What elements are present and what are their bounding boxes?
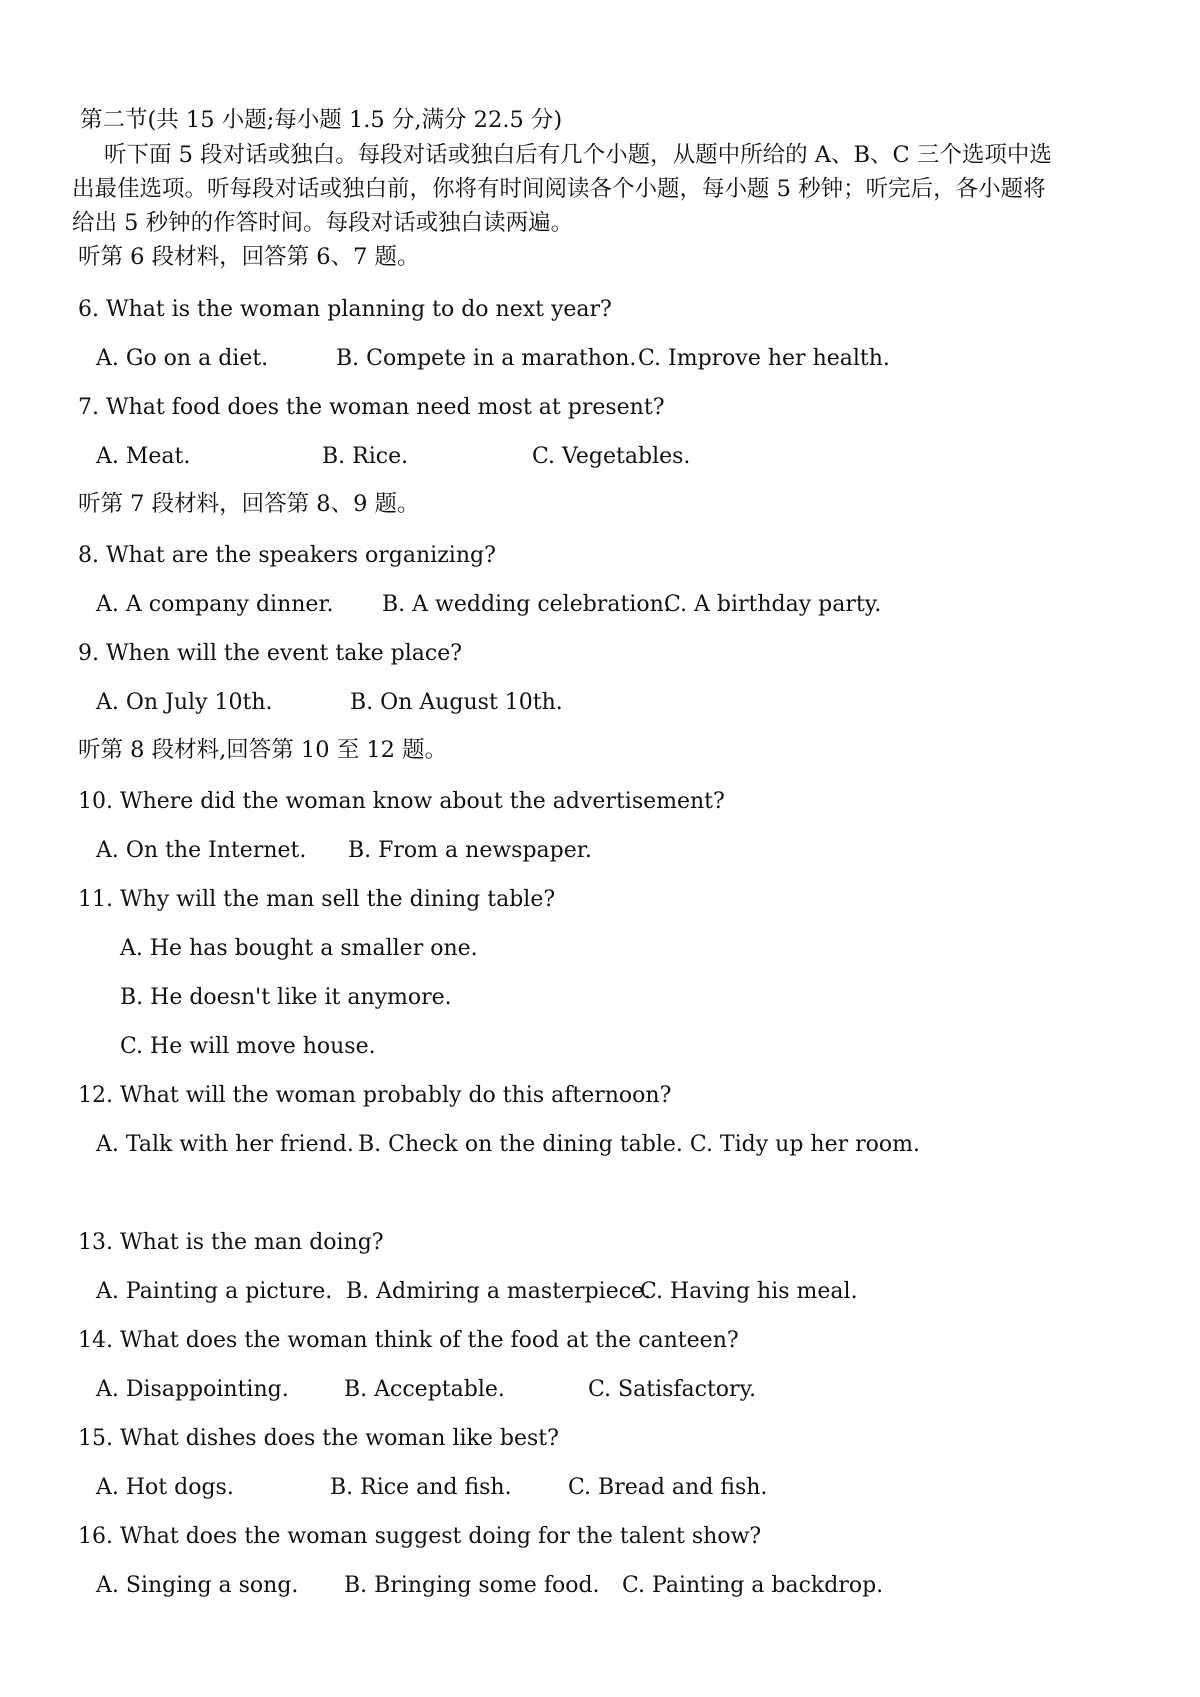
q13-option-c: C. Having his meal. bbox=[640, 1279, 858, 1304]
q16-option-c: C. Painting a backdrop. bbox=[622, 1573, 884, 1598]
q11-option-c: C. He will move house. bbox=[120, 1034, 376, 1059]
question-8: 8. What are the speakers organizing? bbox=[78, 543, 496, 568]
q16-option-a: A. Singing a song. bbox=[96, 1573, 299, 1598]
q9-option-a: A. On July 10th. bbox=[96, 690, 273, 715]
question-11: 11. Why will the man sell the dining table? bbox=[78, 887, 556, 912]
question-9: 9. When will the event take place? bbox=[78, 641, 463, 666]
q10-option-a: A. On the Internet. bbox=[96, 838, 307, 863]
q6-option-b: B. Compete in a marathon. bbox=[336, 346, 637, 371]
q7-option-c: C. Vegetables. bbox=[532, 444, 691, 469]
group-heading-8-9: 听第 7 段材料，回答第 8、9 题。 bbox=[78, 491, 420, 517]
q12-option-b-c: B. Check on the dining table. C. Tidy up her room. bbox=[358, 1132, 920, 1157]
q15-option-b: B. Rice and fish. bbox=[330, 1475, 512, 1500]
q16-option-b: B. Bringing some food. bbox=[344, 1573, 600, 1598]
instruction-line-2: 出最佳选项。听每段对话或独白前，你将有时间阅读各个小题，每小题 5 秒钟；听完后，各小题将 bbox=[72, 176, 1046, 202]
q14-option-c: C. Satisfactory. bbox=[588, 1377, 757, 1402]
q9-option-b: B. On August 10th. bbox=[350, 690, 563, 715]
q7-option-a: A. Meat. bbox=[96, 444, 191, 469]
group-heading-6-7: 听第 6 段材料，回答第 6、7 题。 bbox=[78, 244, 420, 270]
q6-option-c: C. Improve her health. bbox=[638, 346, 890, 371]
q8-option-c: C. A birthday party. bbox=[664, 592, 882, 617]
q8-option-a: A. A company dinner. bbox=[96, 592, 334, 617]
instruction-line-3: 给出 5 秒钟的作答时间。每段对话或独白读两遍。 bbox=[72, 210, 574, 236]
instruction-line-1: 听下面 5 段对话或独白。每段对话或独白后有几个小题，从题中所给的 A、B、C 三个选项中选 bbox=[104, 142, 1052, 168]
question-10: 10. Where did the woman know about the advertisement? bbox=[78, 789, 725, 814]
question-6: 6. What is the woman planning to do next year? bbox=[78, 297, 612, 322]
q14-option-a: A. Disappointing. bbox=[96, 1377, 289, 1402]
question-12: 12. What will the woman probably do this afternoon? bbox=[78, 1083, 672, 1108]
question-15: 15. What dishes does the woman like best? bbox=[78, 1426, 559, 1451]
q13-option-b: B. Admiring a masterpiece. bbox=[346, 1279, 652, 1304]
q11-option-b: B. He doesn't like it anymore. bbox=[120, 985, 452, 1010]
q8-option-b: B. A wedding celebration. bbox=[382, 592, 671, 617]
section-header: 第二节(共 15 小题;每小题 1.5 分,满分 22.5 分) bbox=[80, 107, 563, 133]
q15-option-a: A. Hot dogs. bbox=[96, 1475, 234, 1500]
question-16: 16. What does the woman suggest doing for the talent show? bbox=[78, 1524, 762, 1549]
q14-option-b: B. Acceptable. bbox=[344, 1377, 505, 1402]
q13-option-a: A. Painting a picture. bbox=[96, 1279, 333, 1304]
q12-option-a: A. Talk with her friend. bbox=[96, 1132, 354, 1157]
question-14: 14. What does the woman think of the food at the canteen? bbox=[78, 1328, 739, 1353]
q10-option-b: B. From a newspaper. bbox=[348, 838, 592, 863]
q6-option-a: A. Go on a diet. bbox=[96, 346, 269, 371]
question-13: 13. What is the man doing? bbox=[78, 1230, 384, 1255]
q7-option-b: B. Rice. bbox=[322, 444, 409, 469]
group-heading-10-12: 听第 8 段材料,回答第 10 至 12 题。 bbox=[78, 737, 448, 763]
q15-option-c: C. Bread and fish. bbox=[568, 1475, 768, 1500]
question-7: 7. What food does the woman need most at present? bbox=[78, 395, 665, 420]
q11-option-a: A. He has bought a smaller one. bbox=[120, 936, 478, 961]
